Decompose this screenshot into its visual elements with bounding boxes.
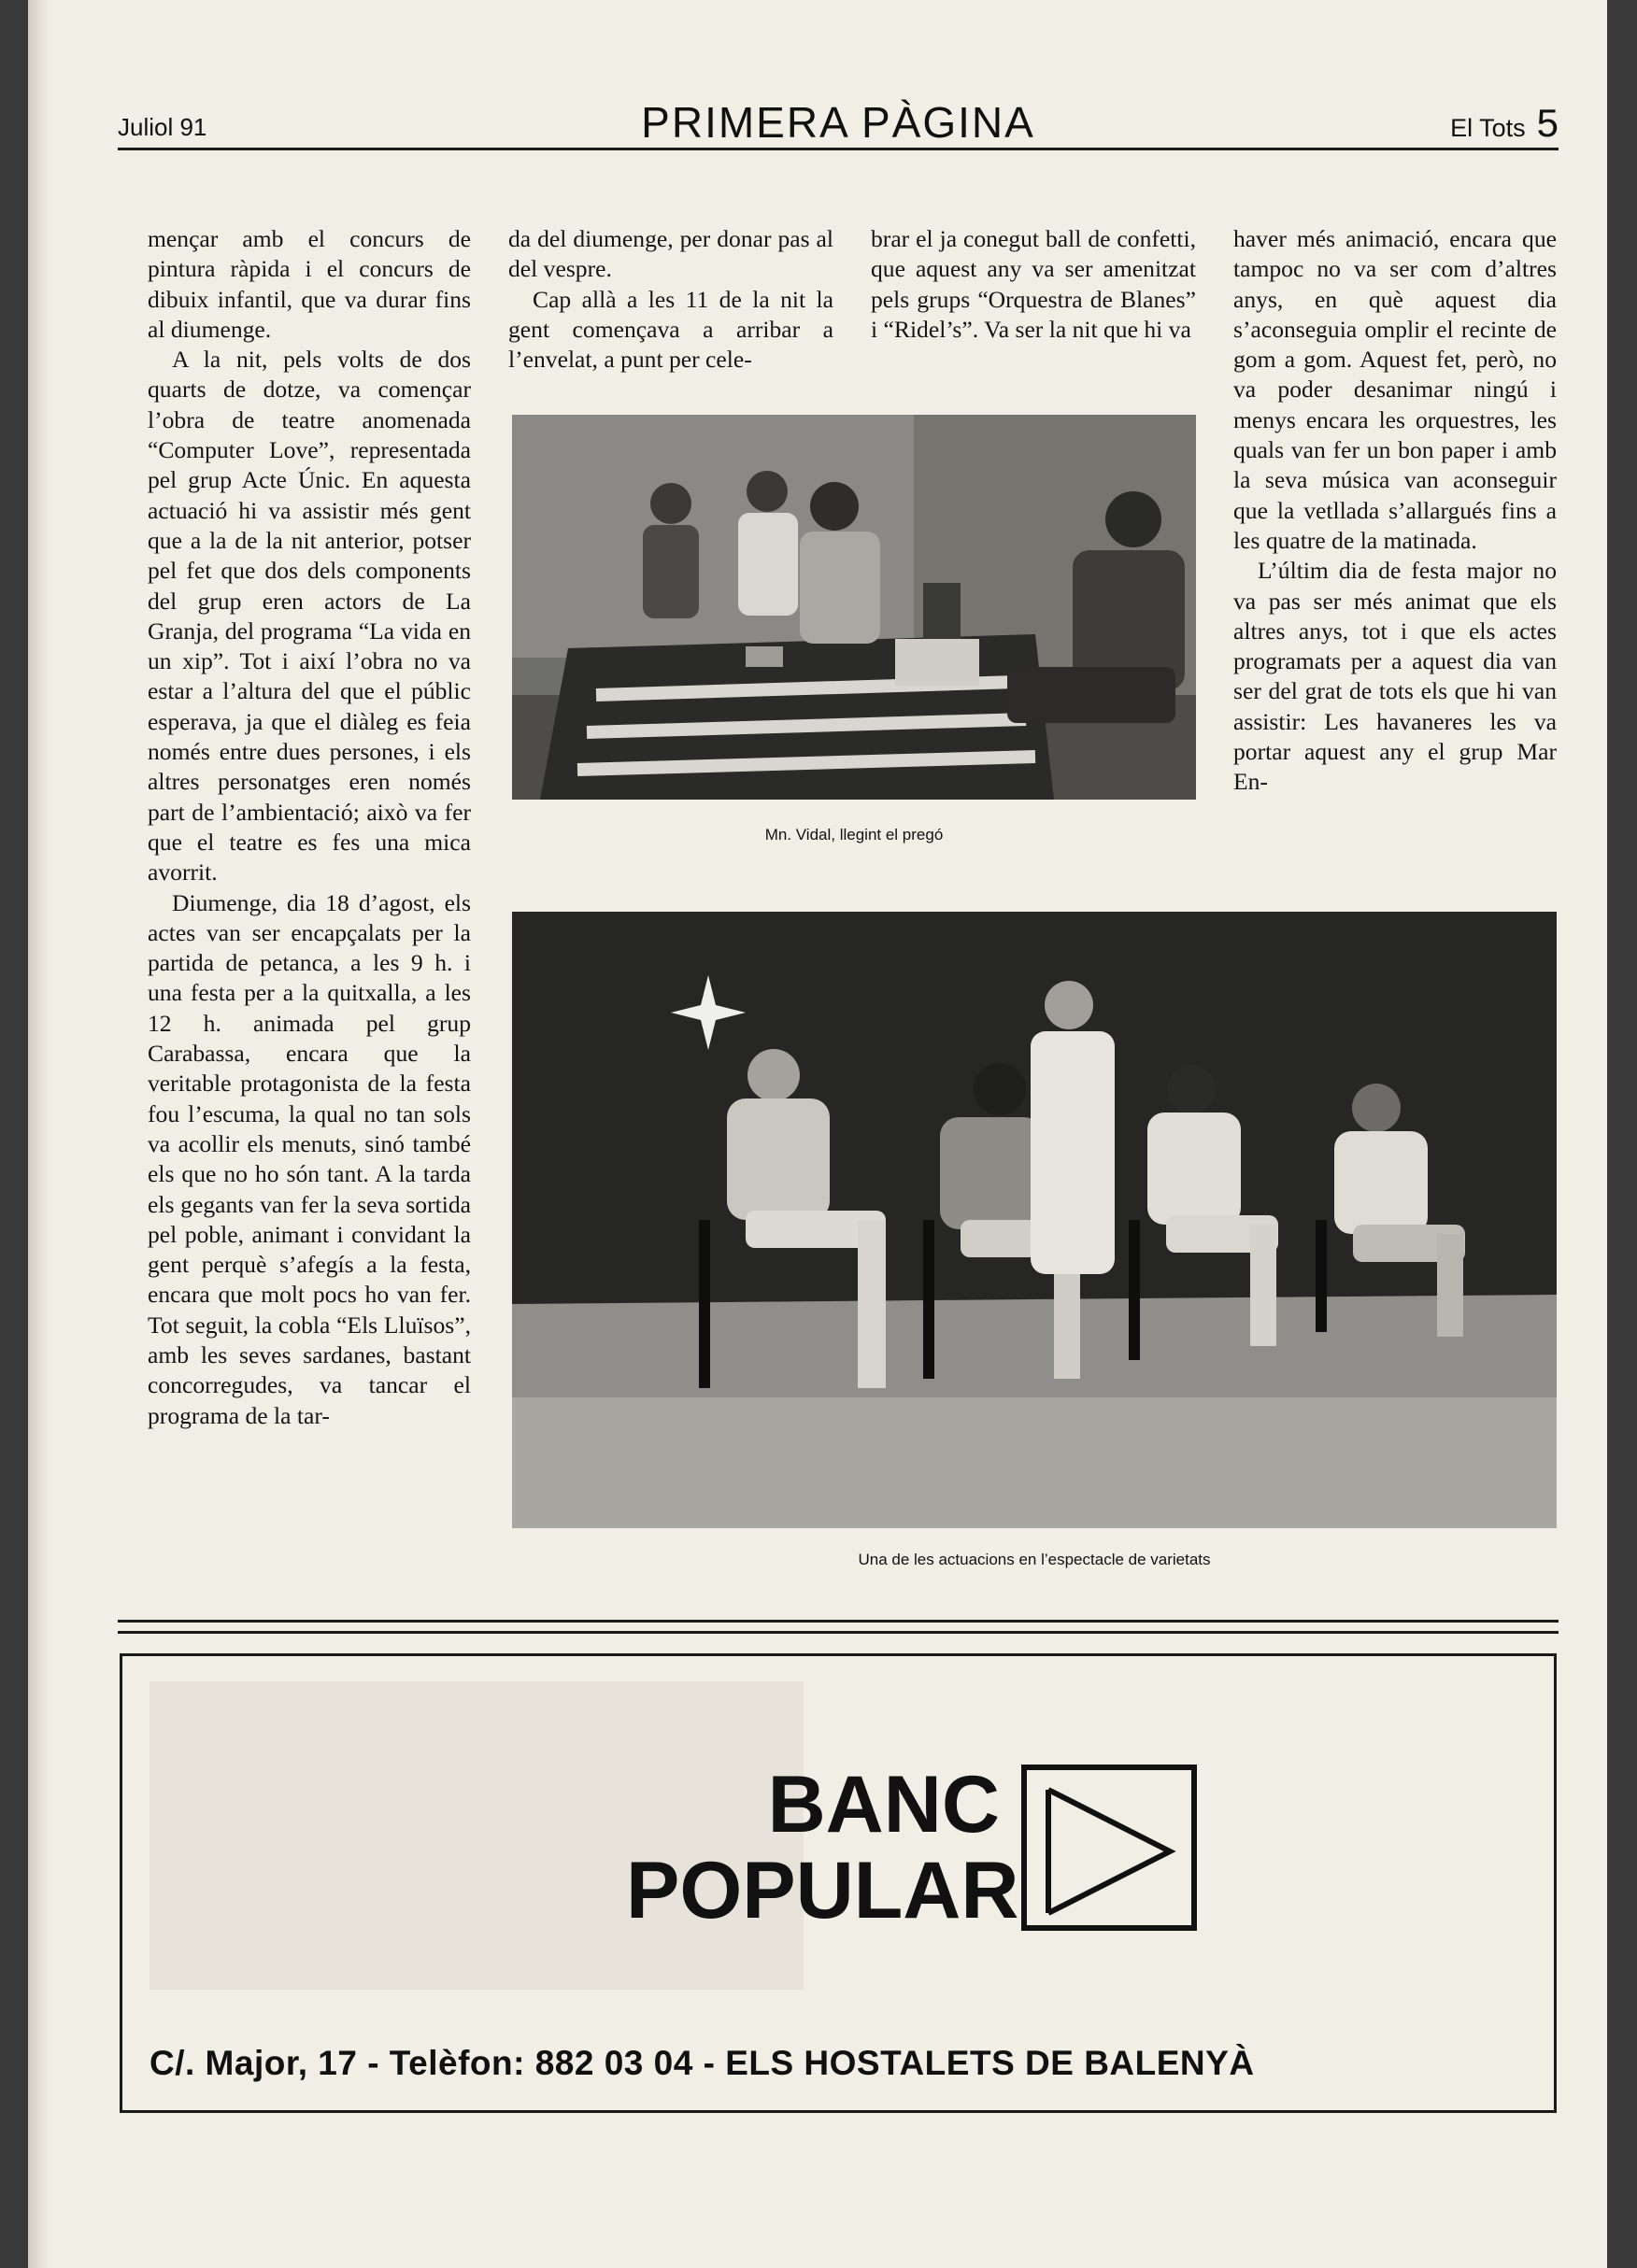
article-column-2 [508, 224, 833, 375]
page-header [118, 98, 1559, 150]
paragraph: Diumenge, dia 18 d’agost, els actes van ser encapçalats per la partida de petanca, a les 9 h. i una festa per a la quitxalla, a les 12 h. animada pel grup Carabassa, encara que la veritable protagonista de la festa fou l’escuma, la qual no tan sols va acollir els menuts, sinó també els que no ho són tant. A la tarda els gegants van fer la seva sortida pel poble, animant i convidant la gent perquè s’afegís a la festa, encara que molt pocs ho van fer. Tot seguit, la cobla “Els Lluïsos”, amb les seves sardanes, bastant concorregudes, va tancar el programa de la tar- [148, 888, 471, 1429]
ad-address: C/. Major, 17 - Telèfon: 882 03 04 - ELS HOSTALETS DE BALENYÀ [149, 2044, 1255, 2082]
page-number: 5 [1536, 101, 1559, 145]
paragraph: haver més animació, encara que tampoc no va ser com d’altres anys, en què aquest dia s’aconseguia omplir el recinte de gom a gom. Aquest fet, però, no va poder desanimar ningú i menys encara les orquestres, les quals van fer un bon paper i amb la seva música van aconseguir que la vetllada s’allargués fins a les quatre de la matinada. [1233, 225, 1557, 554]
paragraph: A la nit, pels volts de dos quarts de dotze, va començar l’obra de teatre anomenada “Computer Love”, representada pel grup Acte Únic. En aquesta actuació hi va assistir més gent que a la de la nit anterior, potser pel fet que dos dels components del grup eren actors de La Granja, del programa “La vida en un xip”. Tot i així l’obra no va estar a l’altura del que el públic esperava, ja que el diàleg es feia només entre dues persones, i els altres personatges eren només part de l’ambientació; això va fer que el teatre es fes una mica avorrit. [148, 346, 471, 886]
issue-date: Juliol 91 [118, 113, 207, 141]
section-title: PRIMERA PÀGINA [641, 98, 1035, 147]
article-column-4 [1233, 224, 1557, 798]
divider-rule [118, 1620, 1559, 1623]
paragraph: mençar amb el concurs de pintura ràpida i el concurs de dibuix infantil, que va durar fins al diumenge. [148, 225, 471, 343]
bank-name-line-1: BANC [767, 1760, 1000, 1850]
paragraph: da del diumenge, per donar pas al del vespre. [508, 225, 833, 283]
publication-info [1450, 101, 1559, 146]
paragraph: brar el ja conegut ball de confetti, que aquest any va ser amenitzat pels grups “Orquestra de Blanes” i “Ridel’s”. Va ser la nit que hi va [871, 225, 1196, 343]
page-spine-shadow [28, 0, 49, 2268]
photo-variety-show [512, 912, 1557, 1528]
bank-name-line-2: POPULAR [626, 1846, 1019, 1935]
paragraph: L’últim dia de festa major no va pas ser més animat que els altres anys, tot i que els actes programats per a aquest dia van ser del grat de tots els que hi van assistir: Les havaneres les va portar aquest any el grup Mar En- [1233, 557, 1557, 796]
photo-opening-speech [512, 415, 1196, 800]
bank-name [626, 1760, 1019, 1935]
bank-logo-icon [1020, 1764, 1198, 1936]
publication-name: El Tots [1450, 114, 1526, 142]
divider-rule [118, 1631, 1559, 1634]
photo-caption: Una de les actuacions en l’espectacle de varietats [858, 1551, 1211, 1568]
article-column-1 [148, 224, 471, 1431]
article-column-3 [871, 224, 1196, 345]
photo-caption: Mn. Vidal, llegint el pregó [764, 826, 944, 843]
paragraph: Cap allà a les 11 de la nit la gent començava a arribar a l’envelat, a punt per cele- [508, 285, 833, 374]
